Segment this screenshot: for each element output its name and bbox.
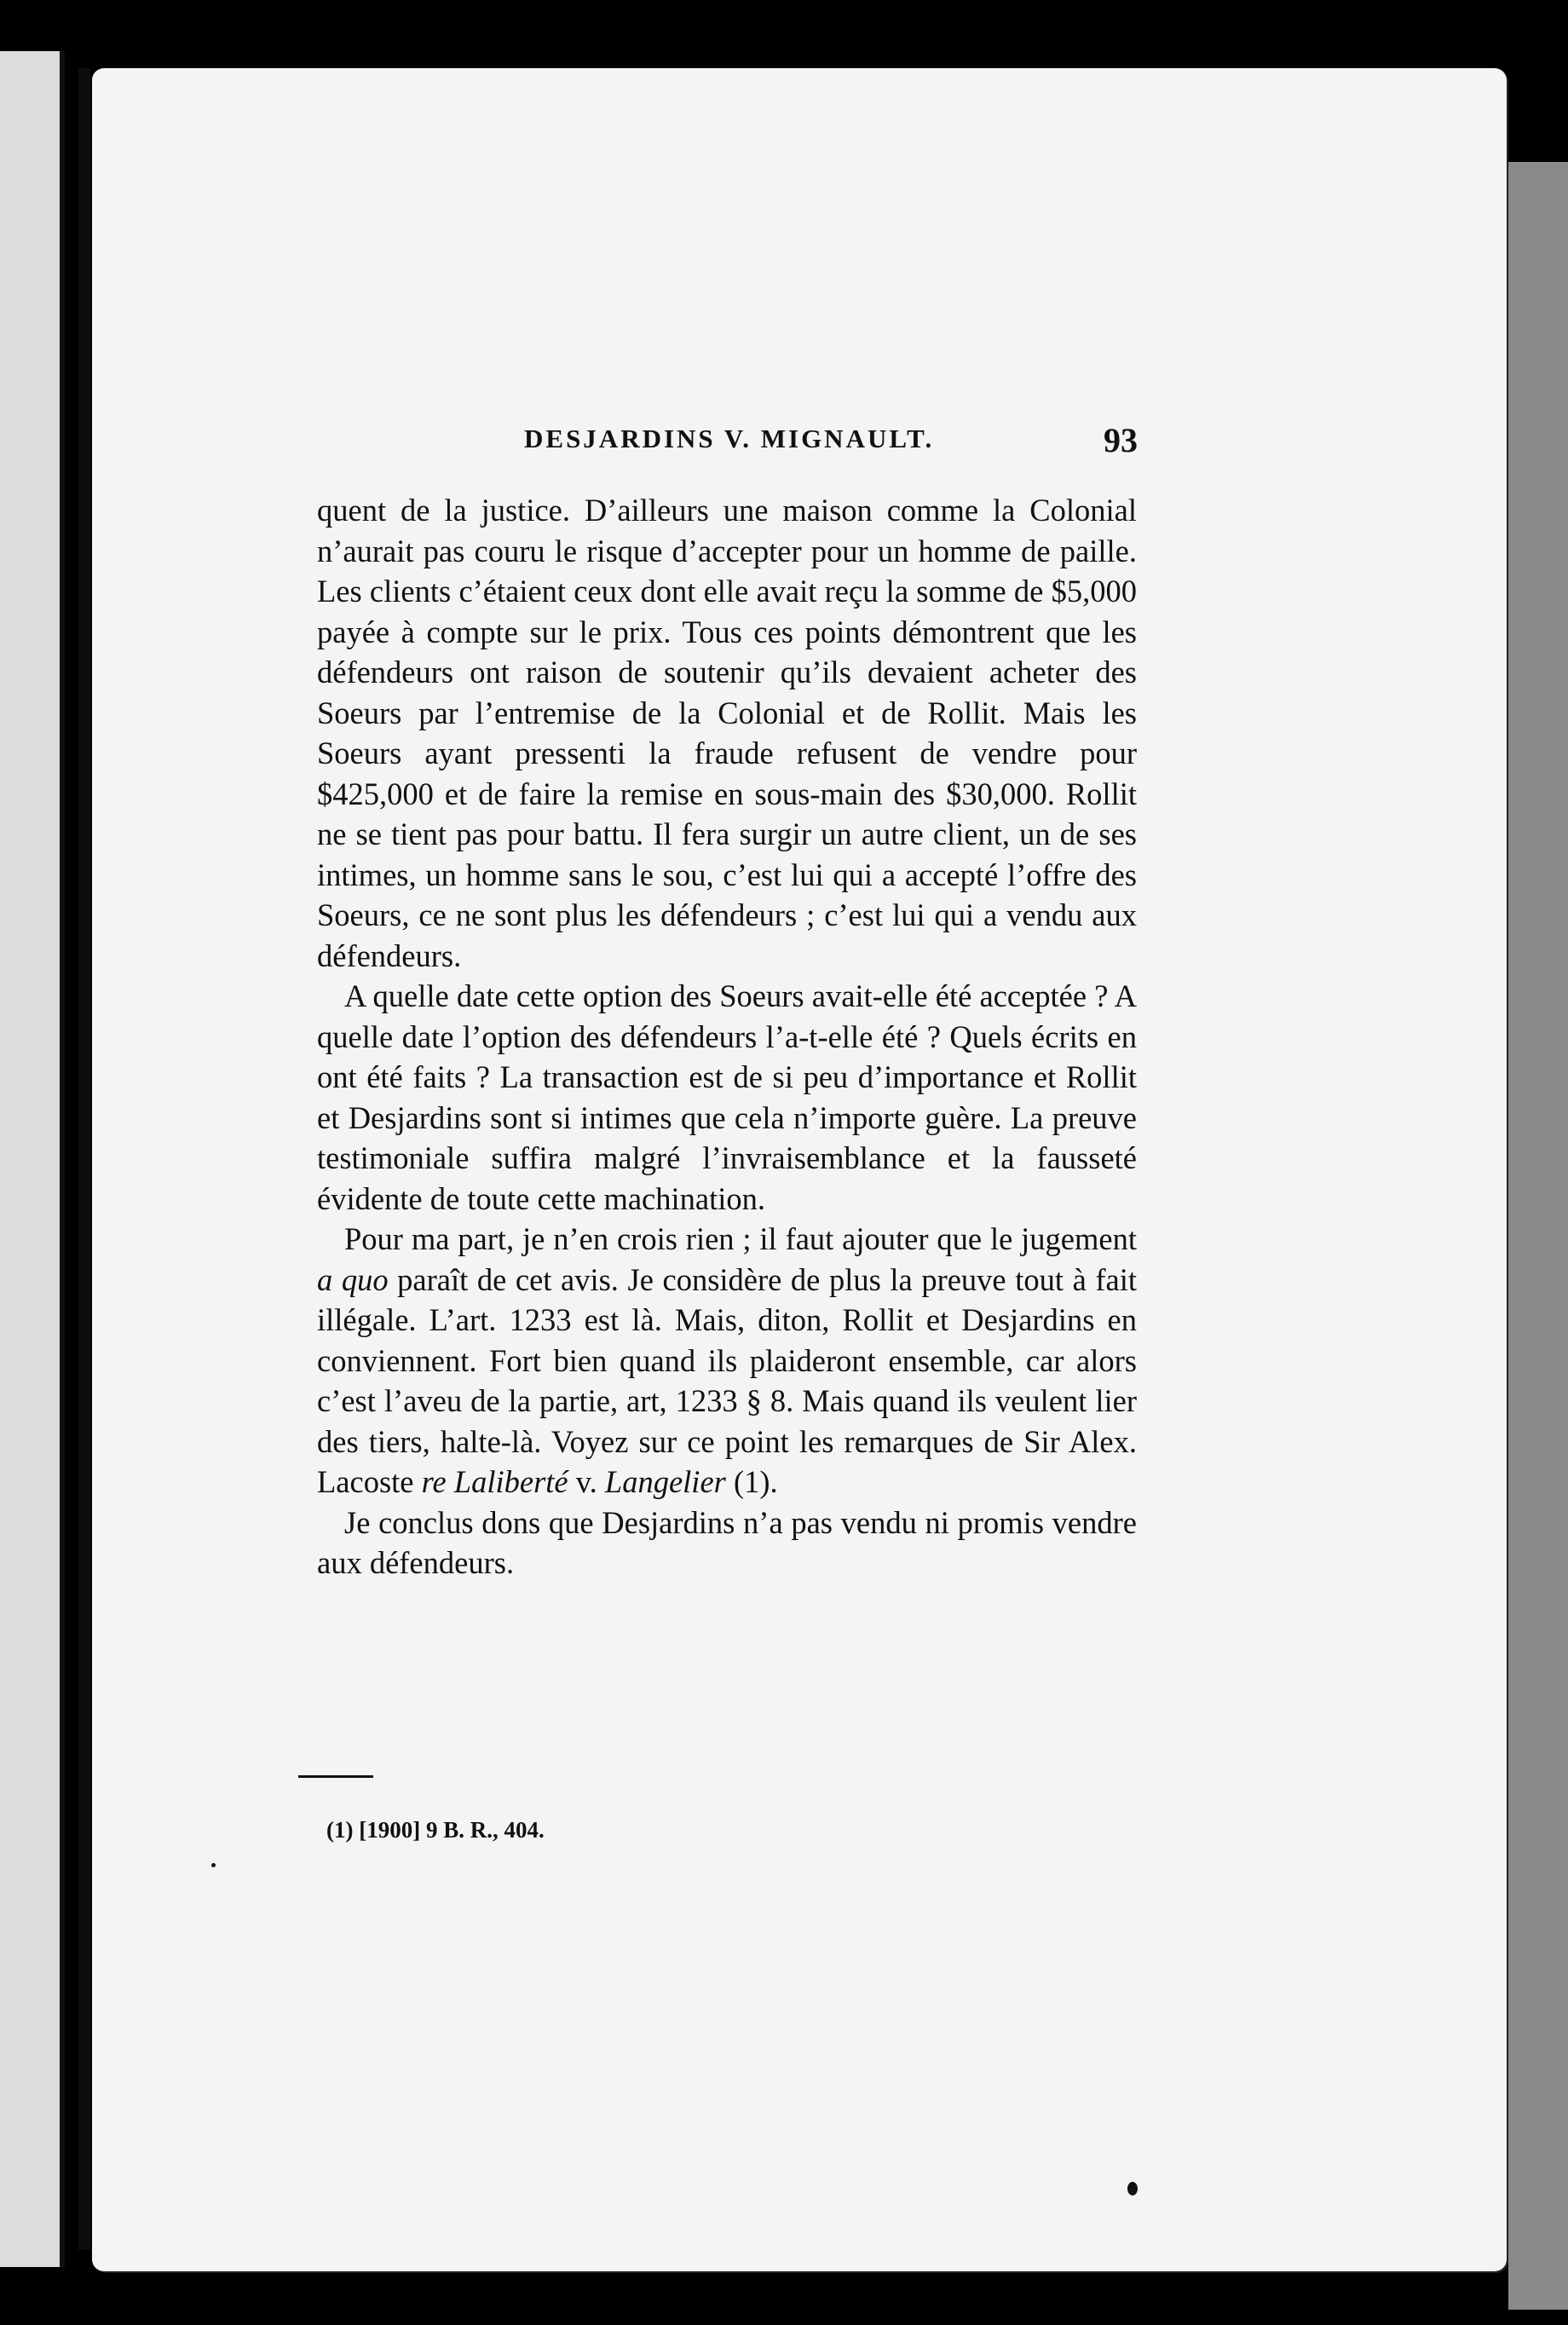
text-segment: paraît de cet avis. Je considère de plus la preuve tout à fait illégale. L’art. 1233 est là. Mais, diton, Rollit et Desjardins en conviennent. Fort bien quand ils plaideront ensemble, car alors c’est l’aveu de la partie, art, 1233 § 8. Mais quand ils veulent lier des tiers, halte-là. Voyez sur ce point les remarques de Sir Alex. Lacoste: [317, 1261, 1138, 1499]
text-segment: Pour ma part, je n’en crois rien ; il faut ajouter que le jugement: [344, 1221, 1137, 1256]
ink-speck: [1127, 2182, 1138, 2195]
paragraph-1: [317, 490, 1137, 976]
text-segment: A quelle date cette option des Soeurs avait-elle été acceptée ? A quelle date l’option des défendeurs l’a-t-elle été ? Quels écrits en ont été faits ? La transaction est de si peu d’importance et Rollit et Desjardins sont si intimes que cela n’importe guère. La preuve testimoniale suffira malgré l’invraisemblance et la fausseté évidente de toute cette machination.: [317, 978, 1137, 1216]
text-segment: Je conclus dons que Desjardins n’a pas vendu ni promis vendre aux défendeurs.: [317, 1504, 1137, 1580]
page-number: 93: [1104, 421, 1138, 459]
scan-background: [1508, 162, 1568, 2310]
running-head: DESJARDINS V. MIGNAULT.: [524, 424, 935, 453]
ink-speck: [211, 1863, 216, 1867]
text-segment-italic: a quo: [317, 1261, 389, 1297]
paragraph-3: [317, 1219, 1137, 1503]
text-segment-italic: Langelier: [604, 1464, 726, 1499]
footnote-rule: [298, 1775, 373, 1778]
facing-page-edge: [0, 51, 65, 2267]
paragraph-2: [317, 976, 1137, 1219]
text-segment: v.: [568, 1464, 605, 1499]
text-segment: quent de la justice. D’ailleurs une maison comme la Colonial n’aurait pas couru le risque d’accepter pour un homme de paille. Les clients c’étaient ceux dont elle avait reçu la somme de $5,000 payée à compte sur le prix. Tous ces points démontrent que les défendeurs ont raison de soutenir qu’ils devaient acheter des Soeurs par l’entremise de la Colonial et de Rollit. Mais les Soeurs ayant pressenti la fraude refusent de vendre pour $425,000 et de faire la remise en sous-main des $30,000. Rollit ne se tient pas pour battu. Il fera surgir un autre client, un de ses intimes, un homme sans le sou, c’est lui qui a accepté l’offre des Soeurs, ce ne sont plus les défendeurs ; c’est lui qui a vendu aux défendeurs.: [317, 493, 1137, 973]
paragraph-4: [317, 1503, 1137, 1584]
text-segment-italic: re Laliberté: [421, 1464, 568, 1499]
book-gutter: [78, 68, 90, 2250]
text-segment: (1).: [725, 1464, 778, 1499]
footnote: (1) [1900] 9 B. R., 404.: [326, 1817, 545, 1843]
page-header: [430, 421, 1138, 463]
body-text: [317, 490, 1137, 1584]
